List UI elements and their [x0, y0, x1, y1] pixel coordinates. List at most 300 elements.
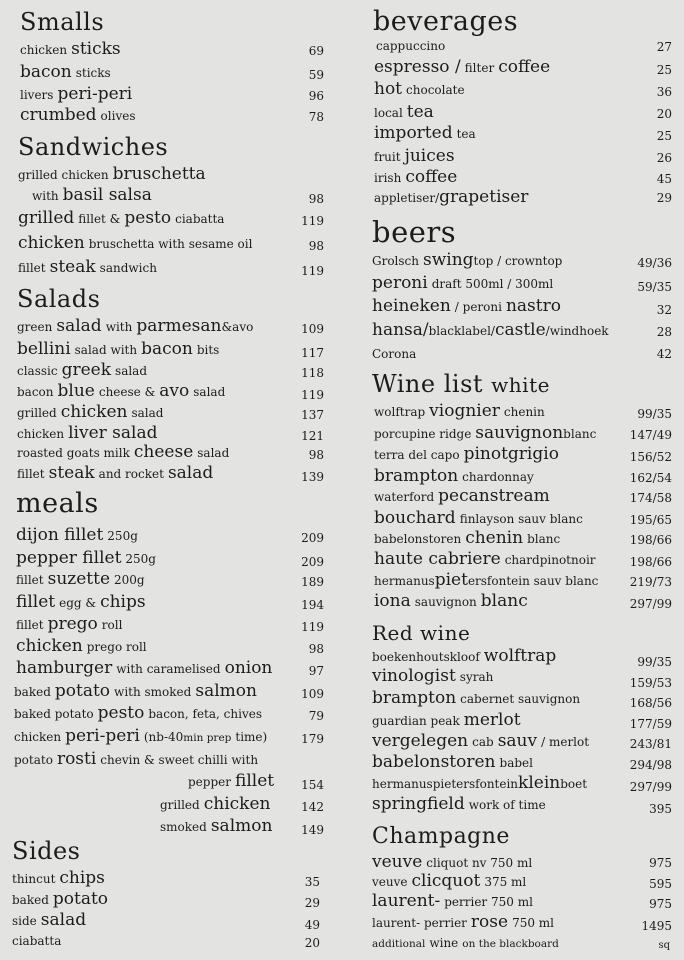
menu-item [16, 571, 145, 588]
menu-item [372, 854, 532, 871]
dish-text: terra del capo [374, 448, 460, 462]
menu-item [372, 275, 553, 292]
menu-item [17, 318, 253, 335]
dish-text: chicken [17, 427, 65, 441]
dish-text: with [32, 189, 59, 203]
menu-item-price: 59/35 [637, 280, 672, 294]
dish-text: work of time [468, 798, 546, 812]
dish-keyword: haute cabriere [374, 549, 501, 569]
dish-keyword: fillet [16, 592, 56, 612]
menu-item-price: 49/36 [637, 256, 672, 270]
menu-item [20, 64, 111, 81]
menu-item-price: 139 [301, 470, 324, 484]
dish-text: 250g [107, 529, 138, 543]
dish-text: (nb-40 [143, 730, 184, 744]
menu-item [188, 773, 274, 790]
dish-text: 200g [114, 573, 145, 587]
dish-keyword: peroni [372, 273, 428, 293]
dish-keyword: pepper fillet [16, 548, 122, 568]
dish-text: smoked [160, 820, 207, 834]
menu-item [372, 775, 587, 792]
menu-item-price: 975 [649, 897, 672, 911]
dish-text: time) [235, 730, 268, 744]
dish-keyword: vergelegen [372, 731, 469, 751]
wine-list-subtitle: white [491, 373, 550, 397]
dish-text: irish [374, 171, 402, 185]
dish-text: boet [560, 777, 588, 791]
dish-text: top / crowntop [473, 254, 563, 268]
menu-item-price: 98 [308, 192, 324, 206]
menu-item [374, 425, 596, 442]
dish-text: baked [12, 893, 49, 907]
menu-item [160, 796, 270, 813]
menu-item [372, 298, 561, 315]
dish-text: chenin [503, 405, 545, 419]
menu-item [14, 705, 262, 722]
dish-text: salad [131, 406, 164, 420]
menu-item-price: 109 [301, 687, 324, 701]
menu-item [32, 187, 152, 204]
dish-text: side [12, 914, 37, 928]
menu-item-price: 149 [301, 823, 324, 837]
dish-text: filter [464, 61, 495, 75]
dish-keyword: viognier [429, 401, 500, 421]
menu-item [374, 189, 528, 206]
dish-keyword: peri-peri [57, 84, 133, 104]
dish-keyword: salmon [210, 816, 273, 836]
dish-keyword: castle [494, 320, 546, 340]
menu-item-price: 297/99 [629, 597, 672, 611]
menu-item-price: 27 [656, 40, 672, 54]
dish-text: grilled chicken [18, 168, 109, 182]
menu-item [17, 383, 225, 400]
dish-keyword: cheese [133, 442, 194, 462]
menu-item [14, 683, 257, 700]
dish-text: prego roll [86, 640, 147, 654]
dish-text: draft 500ml / 300ml [431, 277, 554, 291]
menu-item-price: 147/49 [629, 428, 672, 442]
dish-text: 375 ml [484, 875, 527, 889]
dish-keyword: pecanstream [438, 486, 550, 506]
dish-text: blacklabel/ [428, 324, 495, 338]
menu-item [372, 754, 533, 771]
dish-text: classic [17, 364, 58, 378]
menu-item [12, 891, 108, 908]
dish-text: waterford [374, 490, 435, 504]
dish-text: baked [14, 685, 51, 699]
section-title-red-wine: Red wine [372, 621, 471, 645]
menu-item-price: 26 [656, 151, 672, 165]
dish-keyword: springfield [372, 794, 465, 814]
menu-item-price: 174/58 [629, 491, 672, 505]
dish-text: egg & [59, 596, 97, 610]
menu-item [374, 593, 528, 610]
menu-item-price: 177/59 [629, 717, 672, 731]
menu-item-price: 36 [656, 85, 672, 99]
menu-item [376, 40, 445, 52]
menu-item-price: 29 [304, 896, 320, 910]
menu-item-price: 25 [656, 129, 672, 143]
menu-item-price: 162/54 [629, 471, 672, 485]
dish-text: bacon [17, 385, 54, 399]
menu-item-price: 25 [656, 63, 672, 77]
dish-text: 750 ml [512, 916, 555, 930]
menu-item [374, 125, 476, 142]
menu-item-price: 198/66 [629, 533, 672, 547]
menu-item [372, 690, 580, 707]
menu-item-price: 49 [304, 918, 320, 932]
dish-keyword: salad [40, 910, 87, 930]
menu-item-price: 159/53 [629, 676, 672, 690]
menu-item [374, 81, 465, 98]
dish-text: laurent- perrier [372, 916, 467, 930]
menu-item [374, 169, 457, 186]
menu-item-price: 975 [649, 856, 672, 870]
menu-item [14, 751, 258, 768]
dish-text: Corona [372, 347, 417, 361]
section-title-champagne: Champagne [372, 824, 510, 849]
dish-text: / peroni [454, 300, 502, 314]
dish-keyword: hansa/ [372, 320, 429, 340]
menu-item-price: 119 [301, 620, 324, 634]
dish-keyword: hot [374, 79, 403, 99]
dish-keyword: salmon [195, 681, 257, 701]
dish-text: with smoked [114, 685, 192, 699]
dish-keyword: wolftrap [483, 646, 557, 666]
menu-item-price: 595 [649, 877, 672, 891]
dish-keyword: greek [61, 360, 112, 380]
dish-keyword: espresso / [374, 57, 461, 77]
menu-item [16, 616, 122, 633]
menu-item-price: 195/65 [629, 513, 672, 527]
dish-text: grilled [17, 406, 57, 420]
menu-item-price: 99/35 [637, 655, 672, 669]
dish-keyword: prego [47, 614, 98, 634]
dish-keyword: hamburger [16, 658, 113, 678]
dish-text: cheese & [98, 385, 156, 399]
menu-item-price: 35 [304, 875, 320, 889]
menu-item [372, 322, 609, 339]
dish-keyword: chips [100, 592, 146, 612]
dish-text: appletiser/ [374, 191, 440, 205]
menu-item-price: 119 [301, 264, 324, 278]
dish-keyword: pinotgrigio [463, 444, 559, 464]
dish-text: local [374, 106, 403, 120]
dish-text: cliquot nv 750 ml [426, 856, 533, 870]
footer-signature: sq [658, 940, 670, 951]
menu-item-price: 119 [301, 214, 324, 228]
menu-item [374, 446, 559, 463]
dish-text: salad [115, 364, 148, 378]
menu-item-price: 297/99 [629, 780, 672, 794]
dish-keyword: swing [423, 250, 474, 270]
dish-text: chicken [20, 43, 68, 57]
dish-text: on the blackboard [462, 938, 559, 950]
dish-text: fillet [18, 261, 46, 275]
menu-item-price: 168/56 [629, 696, 672, 710]
drinks-column [362, 0, 682, 960]
menu-item-price: 98 [308, 448, 324, 462]
dish-text: salad with [74, 343, 138, 357]
dish-text: ersfontein sauv blanc [467, 574, 599, 588]
menu-item [17, 404, 163, 421]
dish-text: fillet [17, 467, 45, 481]
menu-item [18, 166, 206, 183]
dish-keyword: potato [52, 889, 109, 909]
dish-text: &avo [221, 320, 254, 334]
menu-item [372, 733, 589, 750]
menu-item-price: 209 [301, 555, 324, 569]
menu-item-price: 142 [301, 800, 324, 814]
dish-keyword: chenin [465, 528, 524, 548]
menu-item-price: 69 [308, 44, 324, 58]
menu-item-price: 189 [301, 575, 324, 589]
menu-item [372, 893, 533, 910]
menu-item [372, 348, 416, 360]
dish-text: and rocket [98, 467, 164, 481]
dish-text: chocolate [406, 83, 465, 97]
dish-keyword: bellini [17, 339, 71, 359]
menu-item-price: 194 [301, 598, 324, 612]
menu-item [16, 594, 146, 611]
menu-item [17, 341, 219, 358]
menu-item [20, 107, 136, 124]
dish-keyword: juices [404, 146, 455, 166]
dish-text: cappuccino [376, 39, 446, 53]
menu-item [18, 210, 224, 227]
menu-item-price: 119 [301, 388, 324, 402]
dish-keyword: parmesan [136, 316, 222, 336]
dish-text: bits [196, 343, 220, 357]
menu-item-price: 98 [308, 239, 324, 253]
dish-keyword: chicken [60, 402, 128, 422]
dish-keyword: rosti [56, 749, 97, 769]
menu-item [374, 551, 596, 568]
menu-item [160, 818, 272, 835]
dish-keyword: merlot [463, 710, 521, 730]
dish-keyword: grilled [18, 208, 75, 228]
dish-text: thincut [12, 872, 56, 886]
dish-text: grilled [160, 798, 200, 812]
menu-item-price: 198/66 [629, 555, 672, 569]
menu-item-price: 20 [304, 936, 320, 950]
dish-text: veuve [372, 875, 408, 889]
dish-text: babel [499, 756, 533, 770]
menu-item [16, 638, 147, 655]
dish-text: hermanus [374, 574, 435, 588]
dish-text: chardonnay [462, 470, 534, 484]
dish-keyword: chips [59, 868, 105, 888]
dish-keyword: chicken [16, 636, 83, 656]
menu-item [374, 468, 534, 485]
menu-item [374, 510, 583, 527]
dish-keyword: coffee [405, 167, 458, 187]
section-title-salads: Salads [17, 285, 101, 313]
menu-item [18, 235, 252, 252]
dish-keyword: heineken [372, 296, 451, 316]
dish-text: potato [14, 753, 53, 767]
menu-item [18, 259, 157, 276]
dish-text: sticks [75, 66, 111, 80]
dish-keyword: sauvignon [475, 423, 564, 443]
dish-text: perrier 750 ml [444, 895, 533, 909]
menu-item [374, 572, 598, 589]
menu-item-price: 118 [301, 366, 324, 380]
dish-keyword: bacon [141, 339, 193, 359]
dish-text: fillet [16, 573, 44, 587]
dish-text: chicken [14, 730, 62, 744]
menu-item-price: 45 [656, 172, 672, 186]
dish-keyword: sticks [71, 39, 121, 59]
dish-text: sauvignon [414, 595, 477, 609]
menu-item [372, 796, 546, 813]
section-title-beers: beers [372, 215, 457, 249]
dish-text: sandwich [99, 261, 157, 275]
menu-item [17, 465, 213, 482]
section-title-beverages: beverages [373, 6, 519, 37]
dish-text: bruschetta with sesame oil [88, 237, 253, 251]
menu-item [12, 912, 86, 929]
menu-item [12, 935, 61, 947]
dish-text: fruit [374, 150, 401, 164]
dish-text: blanc [563, 427, 597, 441]
menu-item-price: 154 [301, 778, 324, 792]
menu-item [17, 444, 229, 461]
dish-text: fillet & [78, 212, 121, 226]
footer-note [372, 937, 559, 950]
dish-keyword: tea [406, 102, 434, 122]
dish-keyword: dijon fillet [16, 525, 104, 545]
menu-item-price: 59 [308, 68, 324, 82]
dish-keyword: bruschetta [112, 164, 206, 184]
dish-text: with [105, 320, 133, 334]
dish-keyword: rose [470, 912, 509, 932]
menu-item-price: 117 [301, 346, 324, 360]
dish-keyword: blue [57, 381, 95, 401]
dish-text: with caramelised [116, 662, 221, 676]
menu-item [16, 527, 138, 544]
menu-item [16, 550, 156, 567]
dish-keyword: brampton [372, 688, 457, 708]
menu-item [372, 668, 493, 685]
dish-text: cab [472, 735, 494, 749]
menu-item [17, 362, 147, 379]
menu-item-price: 32 [656, 303, 672, 317]
dish-text: baked potato [14, 707, 94, 721]
dish-keyword: crumbed [20, 105, 97, 125]
dish-text: pepper [188, 775, 231, 789]
menu-item [372, 873, 526, 890]
dish-text: roll [101, 618, 123, 632]
dish-keyword: pesto [97, 703, 145, 723]
dish-keyword: bacon [20, 62, 72, 82]
menu-item-price: 109 [301, 322, 324, 336]
dish-text: boekenhoutskloof [372, 650, 480, 664]
dish-keyword: laurent- [372, 891, 441, 911]
dish-keyword: steak [48, 463, 95, 483]
dish-keyword: suzette [47, 569, 111, 589]
dish-keyword: liver salad [68, 423, 158, 443]
dish-text: olives [100, 109, 136, 123]
dish-text: cabernet sauvignon [460, 692, 581, 706]
dish-keyword: chicken [18, 233, 85, 253]
menu-item-price: 28 [656, 325, 672, 339]
menu-item-price: 79 [308, 709, 324, 723]
menu-item-price: 294/98 [629, 758, 672, 772]
menu-item [374, 488, 550, 505]
menu-item [14, 728, 267, 745]
dish-text: min prep [183, 732, 232, 744]
dish-keyword: brampton [374, 466, 459, 486]
menu-item-price: 219/73 [629, 575, 672, 589]
dish-keyword: clicquot [411, 871, 481, 891]
dish-text: 250g [125, 552, 156, 566]
dish-keyword: pesto [124, 208, 172, 228]
menu-item [17, 425, 158, 442]
menu-item [374, 104, 434, 121]
menu-item-price: 20 [656, 107, 672, 121]
dish-keyword: bouchard [374, 508, 456, 528]
section-title-meals: meals [16, 488, 99, 519]
dish-text: /windhoek [545, 324, 609, 338]
dish-keyword: steak [49, 257, 96, 277]
food-column [0, 0, 336, 960]
dish-keyword: basil salsa [62, 185, 152, 205]
menu-item [372, 712, 521, 729]
dish-text: tea [456, 127, 476, 141]
dish-keyword: piet [434, 570, 468, 590]
dish-keyword: salad [56, 316, 102, 336]
dish-text: / merlot [541, 735, 590, 749]
dish-text: bacon, feta, chives [148, 707, 262, 721]
dish-text: wolftrap [374, 405, 426, 419]
dish-text: ciabatta [12, 934, 62, 948]
dish-keyword: blanc [480, 591, 528, 611]
section-title-wine-list [372, 372, 550, 396]
dish-text: green [17, 320, 53, 334]
dish-text: salad [197, 446, 230, 460]
section-title-sides: Sides [12, 837, 81, 865]
dish-keyword: coffee [498, 57, 551, 77]
dish-keyword: imported [374, 123, 453, 143]
dish-text: guardian peak [372, 714, 460, 728]
dish-text: fillet [16, 618, 44, 632]
menu-item-price: 209 [301, 531, 324, 545]
menu-item [12, 870, 105, 887]
dish-keyword: sauv [497, 731, 538, 751]
dish-keyword: onion [224, 658, 273, 678]
dish-text: blanc [527, 532, 561, 546]
menu-item-price: 98 [308, 642, 324, 656]
menu-item-price: 29 [656, 191, 672, 205]
dish-keyword: potato [54, 681, 111, 701]
dish-text: additional [372, 938, 426, 950]
dish-keyword: babelonstoren [372, 752, 496, 772]
dish-keyword: grapetiser [439, 187, 529, 207]
dish-keyword: peri-peri [65, 726, 140, 746]
menu-item-price: 121 [301, 429, 324, 443]
dish-keyword: fillet [234, 771, 275, 791]
dish-text: finlayson sauv blanc [459, 512, 583, 526]
dish-text: babelonstoren [374, 532, 462, 546]
dish-text: ciabatta [175, 212, 225, 226]
dish-text: wine [429, 936, 459, 950]
dish-text: porcupine ridge [374, 427, 472, 441]
dish-text: livers [20, 88, 54, 102]
dish-text: chardpinotnoir [504, 553, 596, 567]
menu-item [372, 252, 562, 269]
wine-list-title: Wine list [372, 370, 484, 398]
